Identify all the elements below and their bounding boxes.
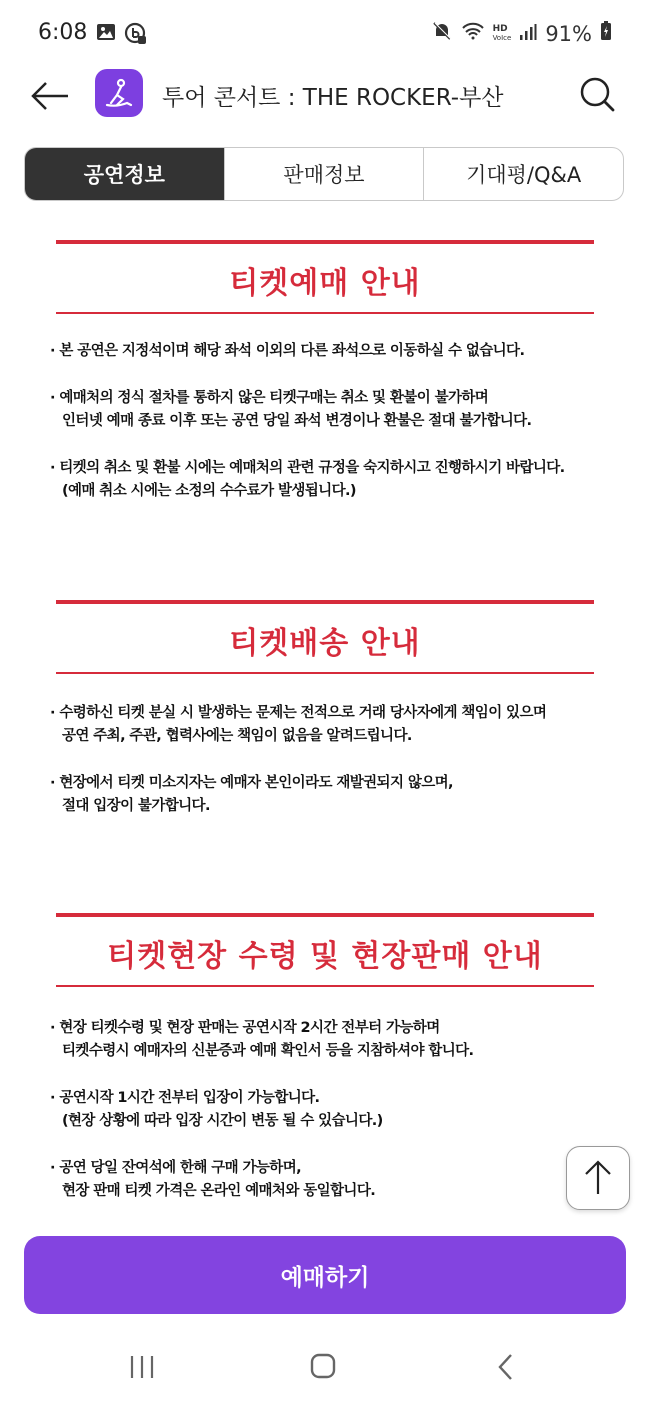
section-title: 티켓예매 안내 [229,266,421,301]
battery-icon [600,21,612,46]
recent-apps-button[interactable] [122,1350,162,1386]
section-divider [56,672,594,674]
scroll-to-top-button[interactable] [566,1146,630,1210]
chevron-left-icon [486,1350,526,1386]
arrow-left-icon [28,74,72,118]
signal-icon [519,22,537,46]
search-button[interactable] [575,72,619,116]
b-notification-icon [124,22,146,48]
section-divider [56,312,594,314]
home-icon [303,1350,343,1386]
section-onsite-pickup-sales [56,913,594,1199]
tab-bar [24,147,624,201]
wifi-icon [461,21,485,46]
notice-item: · 현장 티켓수령 및 현장 판매는 공연시작 2시간 전부터 가능하며 티켓수령시 예매자의 신분증과 예매 확인서 등을 지참하셔야 합니다. [50,1017,610,1063]
section-items [50,340,610,527]
recent-apps-icon [122,1350,162,1386]
mute-icon [431,20,453,47]
notice-item: · 현장에서 티켓 미소지자는 예매자 본인이라도 재발권되지 않으며, 절대 입장이 불가합니다. [50,772,610,818]
tab-reviews-qa[interactable]: 기대평/Q&A [423,148,623,200]
notice-item: · 공연 당일 잔여석에 한해 구매 가능하며, 현장 판매 티켓 가격은 온라인 예매처와 동일합니다. [50,1157,610,1203]
status-time: 6:08 [38,20,88,45]
home-button[interactable] [303,1350,343,1386]
system-nav-bar [0,1330,648,1404]
back-button[interactable] [28,74,72,118]
status-bar [0,0,648,66]
notice-item: · 예매처의 정식 절차를 통하지 않은 티켓구매는 취소 및 환불이 불가하며 인터넷 예매 종료 이후 또는 공연 당일 좌석 변경이나 환불은 절대 불가합니다. [50,387,610,433]
section-ticket-booking [56,240,594,499]
app-logo [95,69,143,117]
notice-item: · 티켓의 취소 및 환불 시에는 예매처의 관련 규정을 숙지하시고 진행하시기 바랍니다. (예매 취소 시에는 소정의 수수료가 발생됩니다.) [50,457,610,503]
section-ticket-delivery [56,600,594,814]
app-bar [0,66,648,126]
notice-item: · 수령하신 티켓 분실 시 발생하는 문제는 전적으로 거래 당사자에게 책임이 있으며 공연 주최, 주관, 협력사에는 책임이 없음을 알려드립니다. [50,702,610,748]
notice-item: · 공연시작 1시간 전부터 입장이 가능합니다. (현장 상황에 따라 입장 시간이 변동 될 수 있습니다.) [50,1087,610,1133]
page-title: 투어 콘서트 : THE ROCKER-부산 [162,85,504,111]
image-icon [96,22,116,48]
hd-voice-icon: HD VoIce [492,23,512,42]
section-items [50,702,610,842]
section-title: 티켓현장 수령 및 현장판매 안내 [107,939,543,974]
section-title: 티켓배송 안내 [229,626,421,661]
rocker-figure-icon [103,77,135,109]
system-back-button[interactable] [486,1350,526,1386]
arrow-up-icon [581,1158,615,1198]
battery-percent: 91% [545,21,592,46]
tab-sales-info[interactable]: 판매정보 [224,148,424,200]
search-icon [575,72,619,116]
notice-item: · 본 공연은 지정석이며 해당 좌석 이외의 다른 좌석으로 이동하실 수 없습니다. [50,340,610,363]
section-items [50,1017,610,1227]
book-ticket-button[interactable]: 예매하기 [24,1236,626,1314]
tab-performance-info[interactable]: 공연정보 [25,148,224,200]
section-divider [56,985,594,987]
